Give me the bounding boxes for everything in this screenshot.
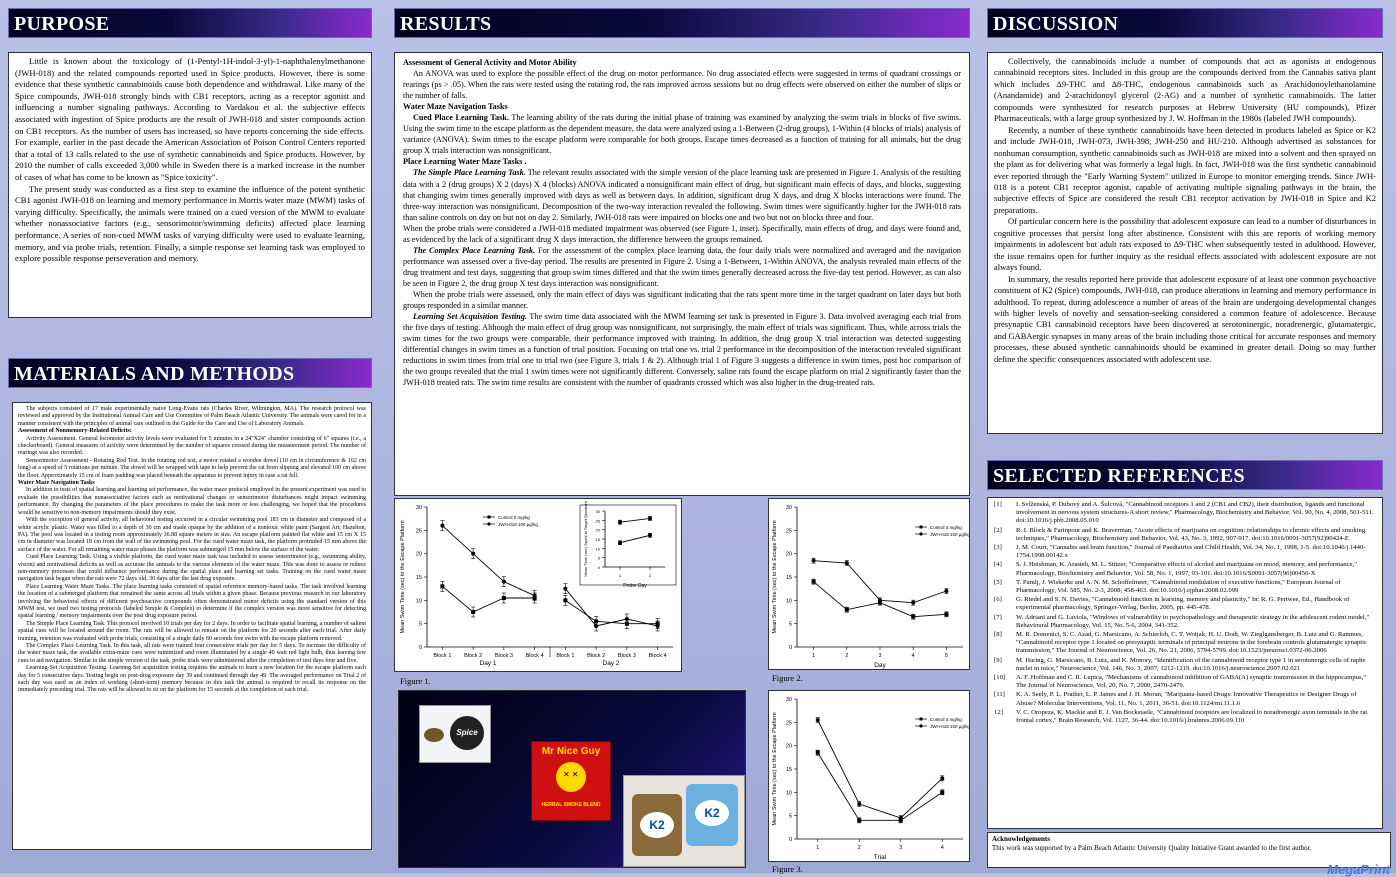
results-paragraph-1: An ANOVA was used to explore the possible effect of the drug on motor performance. No drug associated effects were suggested in terms of quadrant crossings or rearings (ps > .05). When the rats were tested using the rotating rod, the rats improved across sessions but no drug effects were observed on either the number of slips or the number of falls. [403, 69, 961, 101]
spice-logo: Spice [450, 716, 484, 750]
series-line-1 [565, 589, 657, 626]
results-learning-set-text: The swim time data associated with the MWM learning set task is presented in Figure 3. Data involved averaging each trial from the five days of testing. Although the main effect of drug group was nonsignificant, not surprisingly, the main effect of trials was significant. Thus, while across trials the swim times for the two groups were comparable, their performance improved with training. In addition, the drug group X trial interaction was detected suggesting differential changes in swim times as a function of trial position. Focusing on trial one vs. trial 2 performance in the decomposition of the interaction revealed significant reductions in swim times from trial one to trial two (see Figure 3, trials 1 & 2). Although trial 1 of Figure 3 suggests a difference in swim times, post hoc comparison of the two groups revealed that the trial 1 swim times were not significantly different. Conversely, saline rats found the escape platform on trial 2 significantly faster than the JWH-018 treated rats. The swim time results are consistent with the number of quadrants crossed which was also higher in the drug-treated rats. [403, 312, 961, 388]
y-tick-label: 25 [785, 720, 792, 727]
x-tick-label: Block 4 [648, 653, 667, 659]
figure-2-chart [769, 499, 969, 669]
product-photos-panel [398, 690, 746, 868]
figure-2 [768, 498, 970, 670]
reference-item [994, 579, 1376, 595]
methods-pool: With the exception of general activity, all behavioral testing occurred in a circular swimming pool 183 cm in diameter and composed of a white acrylic plastic. Water was filled to a depth of 30 cm and made opaque by the addition of a nontoxic white paint (Sargent Art, Hazelton, PA). The pool was located in a testing room approximately 36.88 square meters in size. An escape platform painted flat white and 15 cm X 15 cm in diameter was located 18 cm from the wall of the swimming pool. For the cued water maze task, the platform protruded 15 mm above the surface of the water. For all remaining water maze phases the platform was submerged 15 mm below the surface of the water. [18, 517, 366, 553]
figure-1-chart [395, 499, 681, 671]
series-line-0 [565, 600, 657, 623]
inset-frame [580, 505, 676, 585]
y-tick-label: 0 [788, 645, 792, 651]
x-tick-label: 3 [899, 845, 903, 851]
x-tick-label: 1 [816, 845, 820, 851]
data-point-circle [648, 516, 652, 520]
y-tick-label: 25 [785, 528, 792, 535]
y-tick-label: 30 [785, 505, 792, 511]
data-point-square [563, 598, 567, 602]
y-axis-label: Mean Swim Time (sec) to the Escape Platform [400, 520, 406, 634]
y-tick-label: 10 [785, 790, 792, 797]
legend-label: JWH-018 100 µg/kg [930, 724, 969, 729]
x-tick-label: Block 4 [525, 653, 544, 659]
results-probe-2: When the probe trials were assessed, only the main effect of days was significant indicating that the rats spent more time in the target quadrant on later days but both groups responded in a similar manner. [403, 289, 961, 311]
x-tick-label: 4 [940, 845, 944, 851]
legend-marker [919, 724, 922, 727]
data-point-circle [648, 533, 652, 537]
data-point-square [940, 790, 944, 794]
reference-number: [2] [994, 526, 1002, 534]
methods-learning-set: Learning-Set Acquisition Testing. Learning Set acquisition testing requires the animals to learn a new location for the escape platform each day for 5 consecutive days. Testing begin on post-drug exposure day 39 and continued through day 49. The averaged performance on Trial 2 of each day was used as an index of working (short-term) memory because in this task the animal is required to recall its response on the immediately preceding trial. The rats will be allowed to sit on the platform for 15 seconds at the completion of each trial. [18, 665, 366, 694]
y-tick-label: 20 [785, 743, 792, 750]
data-point-circle [533, 594, 537, 598]
results-probe-1: When the probe trials were considered a JWH-018 mediated impairment was observed (see Figure 1, inset). Specifically, main effects of drug, and days were found and, as evidenced by the lack of a significant drug X days interaction, the difference between the groups remained. [403, 223, 961, 244]
legend-marker [919, 532, 922, 535]
figure-3 [768, 690, 970, 862]
reference-item [994, 691, 1376, 707]
purpose-paragraph-1: Little is known about the toxicology of (1-Pentyl-1H-indol-3-yl)-1-naphthalenylmethanone (JWH-018) and the related compounds reported used in Spice products. However, there is some evidence that these synthetic cannabinoids cause both dependence and withdrawal. Like many of the Spice compounds, JWH-018 strongly binds with CB1 receptors, acting as a receptor agonist and influencing a number signaling pathways. According to Vardakou et al. the subjective effects associated with ingestion of Spice products are the result of JWH-018 and sister compounds action on CB1 receptors. As the number of users has increased, so have reports concerning the side effects. For example, earlier in the past decade the American Association of Poison Control Centers reported that a total of 13 calls related to the use of synthetic cannabinoids and Spice products. However, by 2010 the number of calls exceeded 3,000 while in Sweden there is a marked increase in the number of cases of what has come to be known as "Spice toxicity". [15, 56, 365, 182]
y-tick-label: 5 [788, 621, 792, 628]
data-point-circle [944, 589, 948, 593]
results-text-box [394, 52, 970, 496]
methods-water-maze-intro: In addition to tests of spatial learning and learning set performance, the water maze protocol employed in the present experiment was used to evaluate the possibilities that nonassociative factors such as motivational changes or sensorimotor disturbances might impact swimming performance. By changing the parameters of the place procedures to make the task more or less challenging, we hoped that the procedures would be sensitive to non-memory impairments should they exist. [18, 487, 366, 516]
results-heading-2: Water Maze Navigation Tasks [403, 102, 508, 112]
results-heading-1: Assessment of General Activity and Motor Ability [403, 58, 577, 67]
mr-nice-guy-subtitle: HERBAL SMOKE BLEND [541, 802, 601, 808]
reference-item [994, 614, 1376, 630]
data-point-square [911, 615, 915, 619]
y-tick-label: 25 [595, 518, 600, 524]
y-tick-label: 5 [418, 621, 422, 628]
x-tick-label: Block 3 [494, 653, 513, 659]
reference-item [994, 501, 1376, 526]
y-tick-label: 10 [785, 598, 792, 605]
acknowledgements-text: This work was supported by a Palm Beach Atlantic University Quality Initiative Grant awarded to the first author. [992, 844, 1312, 852]
legend-marker [920, 718, 923, 721]
y-tick-label: 5 [788, 813, 792, 820]
x-group-label: Day 1 [479, 660, 497, 667]
x-tick-label: Block 2 [464, 653, 483, 659]
results-cued-lead: Cued Place Learning Task. [413, 113, 509, 123]
figure-3-chart [769, 691, 969, 861]
results-complex-lead: The Complex Place Learning Task. [413, 245, 536, 255]
methods-title: MATERIALS AND METHODS [14, 363, 295, 385]
mr-nice-guy-packet-image [531, 741, 611, 821]
methods-heading-1: Assessment of Nonmemory-Related Deficits: [18, 428, 132, 435]
data-point-circle [812, 559, 816, 563]
figure-3-caption: Figure 3. [772, 864, 803, 874]
reference-item [994, 657, 1376, 673]
x-tick-label: 3 [878, 653, 882, 659]
reference-number: [6] [994, 596, 1002, 604]
reference-item [994, 561, 1376, 577]
x-tick-label: 1 [618, 573, 622, 578]
discussion-paragraph-3: Of particular concern here is the possibility that adolescent exposure can lead to a number of disturbances in cognitive processes that persist long after abstinence. Consistent with this are reports of working memory impairments in adolescent but adult rats exposed to Δ9-THC when subsequently tested in adulthood. However, the issue remains open for further inquiry as the residual effects associated with adolescent exposure are not always found. [994, 216, 1376, 273]
smiley-face-icon: ✕ ✕ [556, 762, 586, 792]
methods-simple: The Simple Place Learning Task. This protocol involved 10 trials per day for 2 days. In order to facilitate spatial learning, a number of salient spatial cues will be located around the room. The rats will be allowed to remain on the platform for 20 seconds after each trial. After daily training, retention was evaluated with probe trials, consisting of a single daily 60 seconds free swim with the escape platform removed. [18, 620, 366, 642]
x-tick-label: 2 [648, 573, 652, 578]
results-simple-lead: The Simple Place Learning Task. [413, 168, 526, 178]
y-tick-label: 15 [595, 537, 600, 542]
reference-text: W. Adriani and G. Laviola, "Windows of vulnerability to psychopathology and therapeutic strategy in the adolescent rodent model," Behavioural Pharmacology, Vol. 15, No. 5-6, 2004, 341-352. [1016, 613, 1370, 629]
x-group-label: Day 2 [602, 660, 620, 667]
y-tick-label: 15 [415, 575, 422, 581]
results-complex-text: For the assessment of the complex place learning data, the four daily trials were normalized and averaged and the navigation performance was assessed over a five-day period. The results are presented in Figure 2. Using a 1-Between, 1-Within ANOVA, the analysis revealed main effects of the drug treatment and test days, suggesting that group swim times differed and that the swim times generally decreased across the five-day test period. However, as can also be seen in Figure 2, the drug group X test days interaction was nonsignificant. [403, 245, 962, 288]
discussion-text-box [987, 52, 1383, 434]
data-point-square [440, 584, 444, 588]
y-tick-label: 25 [415, 528, 422, 535]
methods-cued: Cued Place Learning Task. Using a visible platform, the cued water maze task was included to assess sensorimotor (e.g., swimming ability, vision) and motivational deficits as well as accurate the animals to the various elements of the water maze. This was done to assess or reduce non-memory processes that could influence performance during the spatial place and learning set tasks. Training on the cued water maze navigation task began when the rats were 72 days old, 30 days after the last drug exposure. [18, 554, 366, 583]
reference-text: M. R. Domenici, S. C. Azad, G. Marsicano, A. Schierloh, C. T. Wotjak, H. U. Dodt, W. Zieglgansberger, B. Lutz and G. Rammes, "Cannabinoid receptor type 1 located on presynaptic terminals of principal neurons in the forebrain controls glutamatergic synaptic transmission," The Journal of Neuroscience, Vol. 26, No. 21, 2006, 5794-5799. doi:10.1523/jneurosci.0372-06.2006 [1016, 631, 1367, 655]
data-point-circle [594, 624, 598, 628]
data-point-circle [911, 601, 915, 605]
reference-text: M. Haring, G. Marsicano, B. Lutz, and K. Monory, "Identification of the cannabinoid receptor type 1 in serotonergic cells of raphe nuclei in mice," Neuroscience, Vol. 146, No. 3, 2007, 1212-1219. doi:10.1016/j.neuroscience.2007.02.021 [1016, 656, 1366, 672]
k2-logo-a: K2 [640, 812, 674, 838]
series-line-1 [818, 720, 943, 818]
reference-item [994, 596, 1376, 612]
reference-text: I. Svíženská, P. Dubový and A. Šulcová, "Cannabinoid receptors 1 and 2 (CB1 and CB2), their distribution, ligands and functional involvement in nervous system structures-A short review," Pharmacology, Biochemistry and Behavior, Vol. 90, No. 4, 2008, 501-511. doi:10.1016/j.pbb.2008.05.010 [1016, 501, 1374, 525]
data-point-square [857, 818, 861, 822]
legend-marker [488, 516, 491, 519]
herb-pile [424, 728, 444, 742]
y-tick-label: 5 [597, 555, 600, 561]
reference-item [994, 674, 1376, 690]
y-tick-label: 0 [597, 565, 600, 570]
k2-logo-b: K2 [695, 800, 729, 826]
data-point-circle [625, 617, 629, 621]
reference-number: [3] [994, 544, 1002, 552]
discussion-paragraph-2: Recently, a number of these synthetic cannabinoids have been detected in products labeled as Spice or K2 and include JWH-018, JWH-073, JWH-398, JWH-250 and HU-210. Although advertised as substances for nonhuman consumption, synthetic cannabinoids such as JWH-018 are mixed into a solvent and then sprayed on the plant as for delivering what was formerly a legal high. In fact, JWH-018 was the first synthetic cannabinoid ever reported through the "Early Warning System" utilized in Europe to monitor emerging trends. Since JWH-018 is a potent CB1 receptor agonist, capable of activating multiple signaling pathways in the brain, the subjective effects of Spice are considered the result CB1 receptor activation by JWH-018 in Spice and K2 preparations. [994, 124, 1376, 215]
x-tick-label: 2 [845, 653, 849, 659]
methods-heading-2: Water Maze Navigation Tasks [18, 480, 95, 487]
y-tick-label: 10 [415, 598, 422, 605]
results-simple-text: The relevant results associated with the simple version of the place learning task are presented in Figure 1. Analysis of the resulting data with a 2 (drug groups) X 2 (days) X 4 (blocks) ANOVA indicated a nonsignificant main effect of drug, but significant main effects of days, and blocks, suggesting that changing swim times generally improved with days as well as between days. In addition, significant drug X days, and drug X blocks interactions were found. The three-way interaction was nonsignificant. Decomposition of the two-way interaction revealed the following. Swim times were significantly higher for the JWH-018 rats than saline controls on day on but not on day 2. Similarly, JWH-018 rats were impaired on blocks one and two but not on blocks three and four. [403, 168, 961, 222]
x-tick-label: 1 [812, 653, 816, 659]
legend-label: Control 0 mg/kg [930, 525, 962, 530]
results-learning-set [403, 311, 961, 388]
legend-label: JWH-018 100 µg/kg [930, 532, 969, 537]
x-tick-label: 5 [944, 653, 948, 659]
legend-label: JWH-018 100 µg/kg [498, 522, 538, 527]
legend-marker [487, 522, 490, 525]
y-tick-label: 20 [415, 551, 422, 558]
reference-text: S. J. Heishman, K. Arasteh, M. L. Stitzer, "Comparative effects of alcohol and marijuana on mood, memory, and performance," Pharmacology, Biochemistry and Behavior, Vol. 58, No. 1, 1997, 93-101. doi:10.1016/S0091-3057(96)00456-X [1016, 561, 1357, 577]
reference-number: [7] [994, 613, 1002, 621]
reference-number: [9] [994, 656, 1002, 664]
reference-text: G. Riedel and S. N. Davies, "Cannabinoid function in learning, memory and plasticity," In: R. G. Pertwee, Ed., Handbook of experimental pharmacology, Springer-Verlag, Berlin, 2005, pp. 445-478. [1016, 596, 1350, 612]
legend-label: Control 0 mg/kg [498, 515, 530, 520]
methods-rotarod: Sensorimotor Assessment - Rotating Rod Test. In the rotating rod test, a motor rotated a wooden dowel (10 cm in circumference & 162 cm long) at a speed of 5 rotations per minute. The dowel will be wrapped with tape to help prevent the rat from slipping and elevated 100 cm above the floor. Approximately 15 cm of foam padding was placed beneath the apparatus to prevent injury in case a rat fell. [18, 457, 366, 479]
x-tick-label: Block 1 [556, 653, 575, 659]
y-tick-label: 10 [595, 546, 600, 552]
data-point-circle [940, 776, 944, 780]
reference-item [994, 709, 1376, 725]
reference-item [994, 527, 1376, 543]
references-title: SELECTED REFERENCES [993, 465, 1245, 487]
y-tick-label: 15 [785, 575, 792, 581]
data-point-circle [440, 524, 444, 528]
series-line-1 [442, 526, 534, 596]
x-tick-label: Block 2 [587, 653, 606, 659]
x-axis-label: Probe Day [623, 583, 647, 589]
data-point-circle [845, 561, 849, 565]
y-tick-label: 30 [785, 697, 792, 703]
figure-2-caption: Figure 2. [772, 673, 803, 683]
reference-text: J. M. Court, "Cannabis and brain function," Journal of Paediatrics and Child Health, Vol. 34, No. 1, 1998, 1-5. doi:10.1046/j.1440-1754.1998.00142.x [1016, 544, 1366, 560]
y-axis-label: Mean Time (sec) Spent in Target Quadrant [583, 501, 588, 577]
data-point-square [502, 596, 506, 600]
data-point-square [471, 610, 475, 614]
reference-number: [8] [994, 631, 1002, 639]
series-line-1 [814, 561, 947, 603]
results-complex [403, 245, 961, 289]
reference-text: K. A. Seely, P. L. Prather, L. P. James and J. H. Moran, "Marijuana-based Drugs: Innovative Therapeutics or Designer Drugs of Abuse? Molecular Interventions, Vol. 11, No. 1, 2011, 36-51. doi:10.1124/mi.11.1.6 [1016, 691, 1357, 707]
discussion-title: DISCUSSION [993, 13, 1119, 35]
x-tick-label: Block 1 [433, 653, 452, 659]
reference-text: R. I. Block & Farinpour and K. Braverman, "Acute effects of marijuana on cognition: relationships to chronic effects and smoking techniques," Pharmacology, Biochemistry and Behavior, Vol. 43, No. 3, 1992, 907-917. doi:10.1016/0091-3057(92)90424-E [1016, 526, 1366, 542]
purpose-paragraph-2: The present study was conducted as a first step to examine the influence of the potent synthetic CB1 agonist JWH-018 on learning and memory performance in Morris water maze (MWM) tasks of varying difficulty. Specifically, the animals were trained on a cued version of the MWM to evaluate whether nonassociative factors (e.g., sensorimotor/swimming deficits) affected place learning performance. A series of non-cued MWM tasks of varying difficulty were used to evaluate learning, memory, and via probe trials, retention. Finally, a simple response set learning task was employed to explore possible response perseveration and memory. [15, 183, 365, 264]
reference-item [994, 631, 1376, 656]
reference-number: [10] [994, 674, 1006, 682]
series-line-0 [818, 753, 943, 821]
data-point-circle [618, 520, 622, 524]
figure-1-caption: Figure 1. [400, 676, 431, 686]
results-cued [403, 112, 961, 156]
y-tick-label: 0 [788, 837, 792, 843]
acknowledgements-title: Acknowledgements [992, 835, 1050, 843]
figure-1 [394, 498, 682, 672]
data-point-circle [899, 816, 903, 820]
y-tick-label: 20 [595, 527, 600, 533]
data-point-square [845, 608, 849, 612]
reference-text: V. C. Oropeza, K. Mackie and E. J. Van Bockstaele, "Cannabinoid receptors are localized to noradrenergic axon terminals in the rat frontal cortex," Brain Research, Vol. 1127, 36-44. doi:10.1016/j.brainres.2006.09.110 [1016, 708, 1368, 725]
discussion-paragraph-4: In summary, the results reported here provide that adolescent exposure of at least one common psychoactive constituent of K2 (Spice) compounds, JWH-018, can produce alterations in learning and memory performance in adulthood. To repeat, during adolescence a number of areas of the brain are undergoing developmental changes with higher levels of novelty and sensation-seeking considered a common feature of adolescence. Because presynaptic CB1 cannabinoid receptors have been discovered at serotoninergic, noradrenergic, glutamatergic, and GABAergic synapses in many areas of the brain including those critical for accurate responses and memory processes, these abused synthetic cannabinoids should be examined in greater detail. Doing so may further define the specific consequences associated with adolescent use. [994, 273, 1376, 364]
data-point-square [812, 580, 816, 584]
data-point-circle [618, 541, 622, 545]
purpose-header [8, 8, 372, 38]
discussion-header [987, 8, 1383, 38]
reference-number: [5] [994, 578, 1002, 586]
data-point-circle [816, 718, 820, 722]
data-point-circle [502, 580, 506, 584]
k2-packet-blue [686, 784, 738, 846]
figure-1-inset [580, 500, 676, 589]
purpose-text-box [8, 52, 372, 318]
x-axis-label: Trial [873, 854, 887, 861]
x-tick-label: 2 [857, 845, 861, 851]
reference-text: A. F. Hoffman and C. R. Lupica, "Mechanisms of cannabinoid inhibition of GABA(A) synaptic transmission in the hippocampus," The Journal of Neuroscience, Vol. 20, No. 7, 2000, 2470-2479. [1016, 674, 1367, 690]
reference-number: 12] [994, 708, 1003, 716]
x-tick-label: 4 [911, 653, 915, 659]
discussion-paragraph-1: Collectively, the cannabinoids include a number of compounds that act as agonists at endogenous cannabinoid receptors sites. Included in this group are the compounds derived from the Cannabis sativa plant which includes Δ9-THC and Δ8-THC, endogenous cannabinoids such as Arachidonoylethanolamine (Anandamide) and 2-arachidonoyl glycerol (2-AG) and a number of synthetic cannabinoids. The latter compounds were synthesized for research purposes at Hebrew University (HU compounds), Pfizer Pharmaceuticals, with a large group synthesized by J. W. Hoffman in the 1980s (labeled JWH compounds). [994, 56, 1376, 124]
reference-number: [4] [994, 561, 1002, 569]
spice-packet-image [419, 705, 491, 763]
results-title: RESULTS [400, 13, 492, 35]
methods-paragraph-1: The subjects consisted of 17 male experimentally naive Long-Evans rats (Charles River, Wilmington, MA). The research protocol was reviewed and approved by the Institutional Animal Care and Use Committee of Palm Beach Atlantic University. The animals were cared for in a manner consistent with the principles of animal care outlined in the Guide for the Care and Use of Laboratory Animals. [18, 406, 366, 427]
x-axis-label: Day [874, 662, 886, 669]
methods-place: Place Learning Water Maze Tasks. The place learning tasks consisted of spatial reference memory-based tasks. The task involved learning the location of a submerged platform that remained the same across all trials within a given phase. Because previous research in our laboratory involving the behavioral effects of different psychoactive compounds often demonstrated minor deficits using the standard version of this MWM test, we used two testing protocols (labeled Simple & Complex) to determine if the complex version was more sensitive for detecting spatial learning / memory impairments over the post drug exposure period. [18, 583, 366, 620]
reference-number: [11] [994, 691, 1005, 699]
y-tick-label: 15 [785, 767, 792, 773]
results-learning-set-lead: Learning Set Acquisition Testing. [413, 312, 527, 322]
results-simple [403, 167, 961, 222]
data-point-circle [656, 624, 660, 628]
references-header [987, 460, 1383, 490]
legend-label: Control 0 mg/kg [930, 717, 962, 722]
purpose-title: PURPOSE [14, 13, 110, 35]
results-header [394, 8, 970, 38]
methods-activity: Activity Assessment. General locomotor activity levels were evaluated for 5 minutes in a 24"X24" chamber consisting of 6" squares (i.e., a checkerboard). General measures of activity were determined by the number of squares crossed during the measurement period. The number of rearings was also recorded. [18, 435, 366, 457]
y-tick-label: 30 [595, 509, 600, 514]
x-tick-label: Block 3 [617, 653, 636, 659]
data-point-square [816, 751, 820, 755]
methods-text-box [12, 402, 372, 850]
y-axis-label: Mean Swim Time (sec) to the Escape Platform [772, 712, 778, 826]
data-point-circle [471, 552, 475, 556]
legend-marker [920, 526, 923, 529]
megaprint-logo: MegaPrint [1327, 862, 1390, 877]
y-tick-label: 20 [785, 551, 792, 558]
mr-nice-guy-title: Mr Nice Guy [541, 746, 601, 757]
methods-complex: The Complex Place Learning Task. In this task, all rats were trained four consecutive trials per day for 5 days. To increase the difficulty of the water maze task, the available extra-maze cues were minimized and room illuminated by a single 40 watt red light bulb, thus leaving few cues to aid navigation. Similar to the simple version of the task, probe trials were administered after the completion of test days four and five. [18, 643, 366, 664]
data-point-square [944, 612, 948, 616]
data-point-circle [857, 802, 861, 806]
y-tick-label: 30 [415, 505, 422, 511]
references-list [987, 497, 1383, 829]
series-line-0 [442, 586, 534, 612]
data-point-circle [878, 598, 882, 602]
y-axis-label: Mean Swim Time (sec) to the Escape Platform [772, 520, 778, 634]
results-heading-3: Place Learning Water Maze Tasks . [403, 157, 527, 167]
y-tick-label: 0 [418, 645, 422, 651]
results-cued-text: The learning ability of the rats during the initial phase of training was examined by analyzing the swim trials in blocks of five swims. Using the swim time to the escape platform as the dependent measure, the data were analyzed using a 1-Between (2-drug groups), 1-Within (4 blocks of trials) analysis of variance (ANOVA). Swim times to the escape platform were comparable for both groups. Escape times decreased as a function of training for all animals, but the drug group X trials interaction was nonsignificant. [403, 113, 961, 156]
reference-number: [1] [994, 501, 1002, 508]
k2-packet-brown [632, 794, 682, 856]
reference-item [994, 544, 1376, 560]
k2-packets-image [623, 775, 745, 867]
reference-text: T. Pamlj, J. Wiskerke and A. N. M. Schoffelmeer, "Cannabinoid modulation of executive functions," European Journal of Pharmacology, Vol. 585, No. 2-3, 2008, 458-463. doi:10.1016/j.ejphar.2008.02.099 [1016, 578, 1341, 595]
methods-header [8, 358, 372, 388]
data-point-circle [563, 587, 567, 591]
